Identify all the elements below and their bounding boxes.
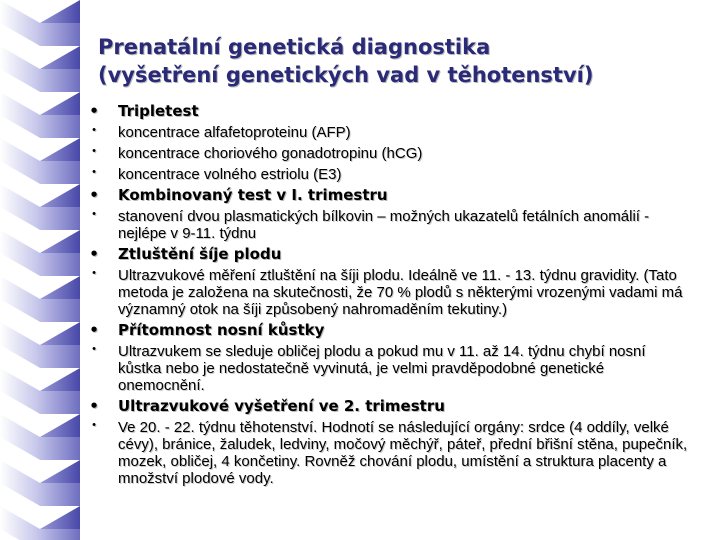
bullet-text: Ultrazvukem se sleduje obličej plodu a pokud mu v 11. až 14. týdnu chybí nosní kůstka nebo je nedostatečně vyvinutá, je velmi pravděpodobné genetické onemocnění. xyxy=(118,343,646,394)
bullet-list xyxy=(87,101,690,489)
title-line-2: (vyšetření genetických vad v těhotenství) xyxy=(98,63,594,87)
bullet-icon: • xyxy=(92,267,96,279)
ribbon-segment-dark xyxy=(40,46,80,69)
bullet-icon: • xyxy=(92,343,96,355)
bullet-text: koncentrace volného estriolu (E3) xyxy=(118,166,342,183)
bullet-nuchal-measurement xyxy=(87,265,690,320)
bullet-icon: • xyxy=(89,186,99,204)
bullet-text: Ve 20. - 22. týdnu těhotenství. Hodnotí se následující orgány: srdce (4 oddíly, velké cévy), bránice, žaludek, ledviny, močový měchýř, páteř, přední břišní stěna, pupečník, mozek, obličej, 4 končetiny. Rovněž chování plodu, umístění a struktura placenty a množství plodové vody. xyxy=(118,419,688,487)
ribbon-segment-dark xyxy=(40,322,80,345)
bullet-nasal-bone-detail xyxy=(87,341,690,396)
bullet-icon: • xyxy=(89,397,99,415)
bullet-icon: • xyxy=(89,321,99,339)
bullet-text: Ultrazvukové měření ztluštění na šíji plodu. Ideálně ve 11. - 13. týdnu gravidity. (Tato metoda je založena na skutečnosti, že 70 % plodů s některými vrozenými vadami má významný otok na šíji způsobený nahromaděním tekutiny.) xyxy=(118,267,683,318)
bullet-afp xyxy=(87,122,690,143)
ribbon-segment-dark xyxy=(40,368,80,391)
ribbon-segment-dark xyxy=(40,460,80,483)
bullet-icon: • xyxy=(92,166,96,178)
bullet-hcg xyxy=(87,143,690,164)
ribbon-segment-dark xyxy=(40,184,80,207)
bullet-icon: • xyxy=(92,208,96,220)
ribbon-segment-dark xyxy=(40,506,80,529)
ribbon-segment-dark xyxy=(40,0,80,23)
bullet-text: Ztluštění šíje plodu xyxy=(118,245,282,263)
ribbon-segment-dark xyxy=(40,138,80,161)
bullet-text: stanovení dvou plasmatických bílkovin – možných ukazatelů fetálních anomálií - nejlépe v 9-11. týdnu xyxy=(118,208,650,242)
bullet-icon: • xyxy=(92,145,96,157)
ribbon-segment-dark xyxy=(40,92,80,115)
bullet-heading-combined-test xyxy=(87,185,690,206)
bullet-text: koncentrace choriového gonadotropinu (hCG) xyxy=(118,145,423,162)
bullet-heading-ultrasound-2nd xyxy=(87,396,690,417)
slide-title xyxy=(98,33,698,89)
bullet-icon: • xyxy=(92,124,96,136)
bullet-icon: • xyxy=(89,102,99,120)
bullet-ultrasound-detail xyxy=(87,417,690,489)
ribbon-segment-dark xyxy=(40,230,80,253)
bullet-icon: • xyxy=(89,245,99,263)
bullet-plasma-proteins xyxy=(87,206,690,244)
bullet-text: Tripletest xyxy=(118,102,199,120)
title-line-1: Prenatální genetická diagnostika xyxy=(98,35,491,59)
bullet-e3 xyxy=(87,164,690,185)
decorative-side-ribbon xyxy=(0,0,80,540)
bullet-text: Ultrazvukové vyšetření ve 2. trimestru xyxy=(118,397,445,415)
ribbon-segment-dark xyxy=(40,414,80,437)
bullet-text: Kombinovaný test v I. trimestru xyxy=(118,186,388,204)
bullet-text: koncentrace alfafetoproteinu (AFP) xyxy=(118,124,351,141)
bullet-heading-nuchal xyxy=(87,244,690,265)
ribbon-segment-dark xyxy=(40,276,80,299)
bullet-heading-nasal-bone xyxy=(87,320,690,341)
bullet-heading-tripletest xyxy=(87,101,690,122)
bullet-icon: • xyxy=(92,419,96,431)
bullet-text: Přítomnost nosní kůstky xyxy=(118,321,325,339)
